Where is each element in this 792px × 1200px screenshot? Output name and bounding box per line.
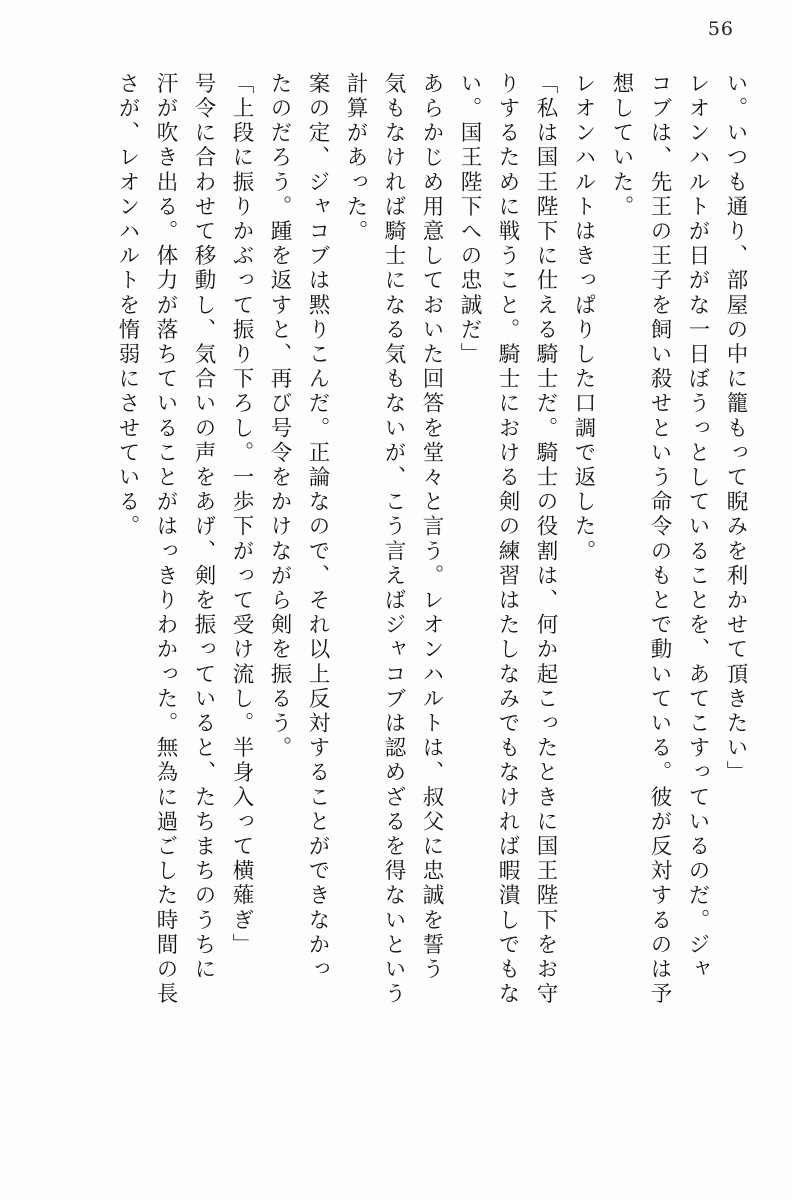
text-line: 案の定、ジャコブは黙りこんだ。正論なので、それ以上反対することができなかっ [305, 72, 330, 983]
text-line: レオンハルトはきっぱりした口調で返した。 [571, 72, 596, 564]
text-line: 「上段に振りかぶって振り下ろし。一歩下がって受け流し。半身入って横薙ぎ」 [229, 72, 254, 958]
text-line: りするために戦うこと。騎士における剣の練習はたしなみでもなければ暇潰しでもな [495, 72, 520, 1007]
text-line: あらかじめ用意しておいた回答を堂々と言う。レオンハルトは、叔父に忠誠を誓う [419, 72, 444, 983]
text-line: 計算があった。 [343, 72, 368, 245]
text-line: 汗が吹き出る。体力が落ちていることがはっきりわかった。無為に過ごした時間の長 [153, 72, 178, 1007]
text-line: い。国王陛下への忠誠だ」 [457, 72, 482, 368]
page-number: 56 [707, 18, 734, 40]
page-body-text [40, 72, 746, 1156]
text-line: 気もなければ騎士になる気もないが、こう言えばジャコブは認めざるを得ないという [381, 72, 406, 1007]
text-line: 「私は国王陛下に仕える騎士だ。騎士の役割は、何か起こったときに国王陛下をお守 [533, 72, 558, 1007]
text-line: い。いつも通り、部屋の中に籠もって睨みを利かせて頂きたい」 [723, 72, 748, 786]
text-line: たのだろう。踵を返すと、再び号令をかけながら剣を振るう。 [267, 72, 292, 761]
text-line: さが、レオンハルトを惰弱にさせている。 [115, 72, 140, 540]
text-line: 想していた。 [609, 72, 634, 220]
text-line: 号令に合わせて移動し、気合いの声をあげ、剣を振っていると、たちまちのうちに [191, 72, 216, 983]
text-line: コブは、先王の王子を飼い殺せという命令のもとで動いている。彼が反対するのは予 [647, 72, 672, 1007]
text-line: レオンハルトが日がな一日ぼうっとしていることを、あてこすっているのだ。ジャ [685, 72, 710, 983]
